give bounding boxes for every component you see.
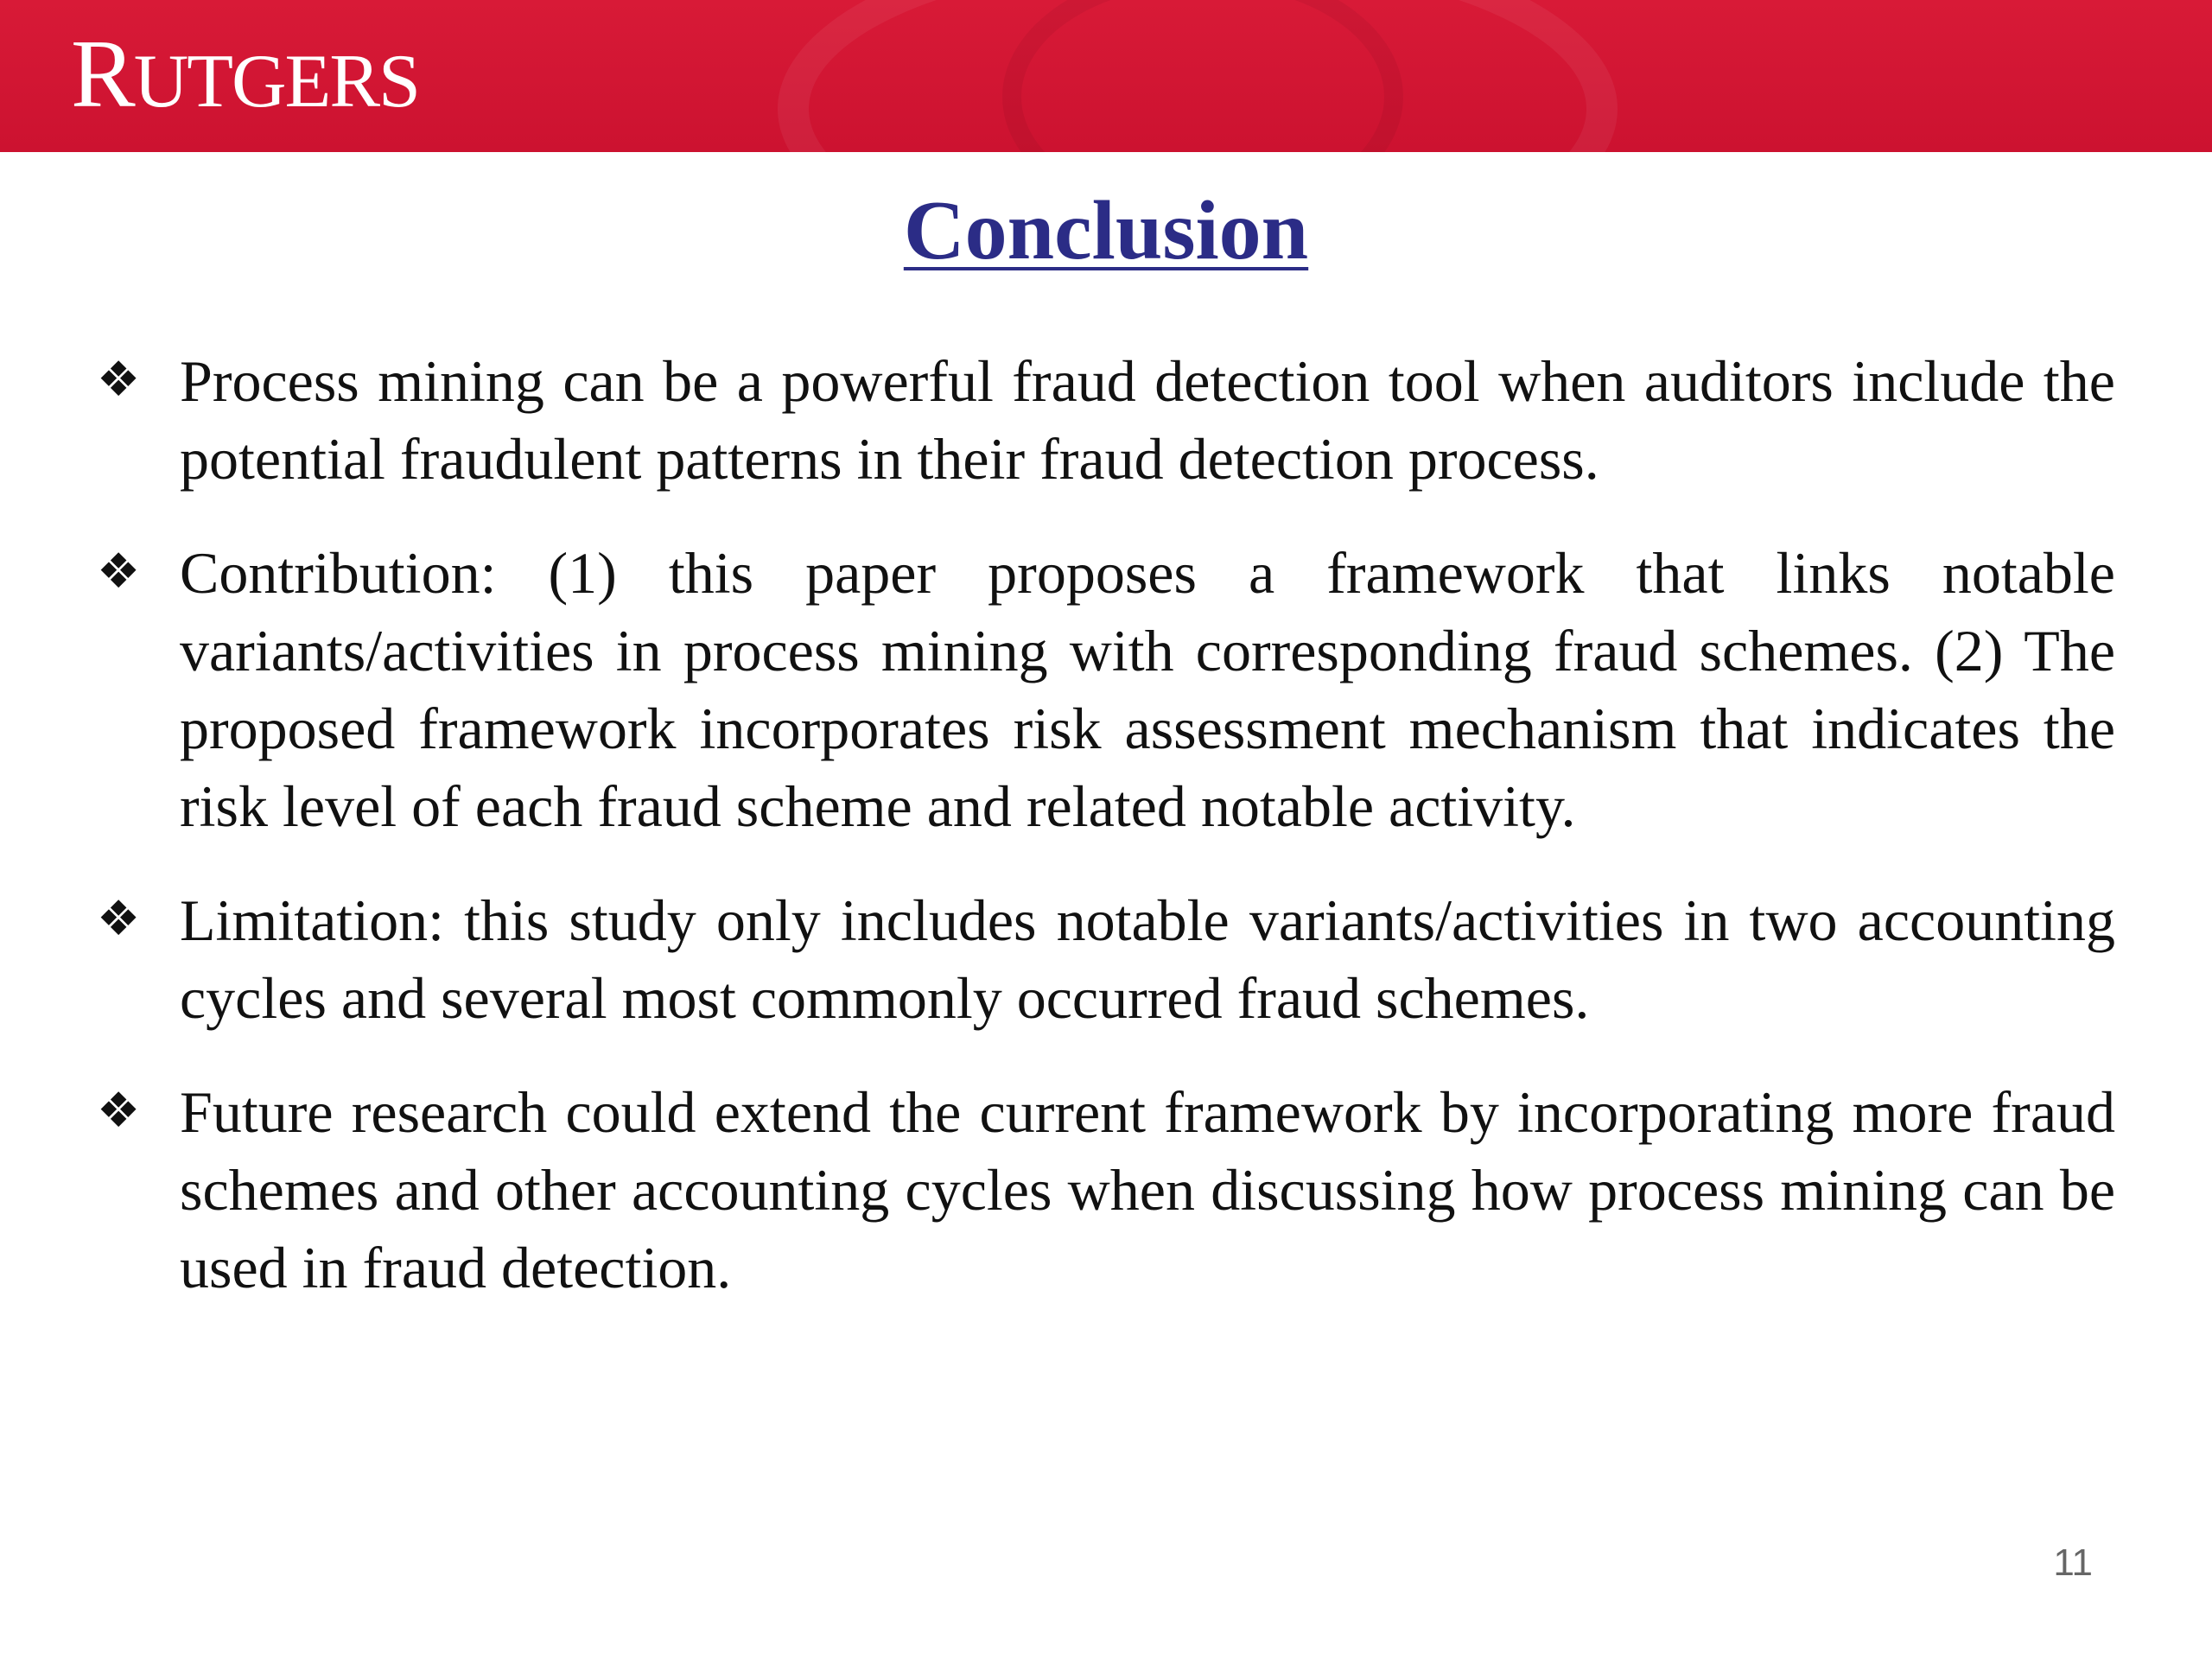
four-diamond-bullet-icon: ❖ bbox=[97, 891, 141, 947]
bullet-list bbox=[97, 342, 2115, 1343]
header-bar bbox=[0, 0, 2212, 152]
bullet-item bbox=[97, 1073, 2115, 1306]
rutgers-logo: RUTGERS bbox=[71, 21, 419, 128]
bullet-text: Limitation: this study only includes notable variants/activities in two accounting cycles and several most commonly occurred fraud schemes. bbox=[180, 887, 2115, 1031]
bullet-text: Future research could extend the current framework by incorporating more fraud schemes and other accounting cycles when discussing how process mining can be used in fraud detection. bbox=[180, 1079, 2115, 1300]
bullet-text: Process mining can be a powerful fraud detection tool when auditors include the potential fraudulent patterns in their fraud detection process. bbox=[180, 348, 2115, 492]
four-diamond-bullet-icon: ❖ bbox=[97, 543, 141, 600]
bullet-text: Contribution: (1) this paper proposes a framework that links notable variants/activities in process mining with corresponding fraud schemes. (2) The proposed framework incorporates risk assessment mechanism that indicates the risk level of each fraud scheme and related notable activity. bbox=[180, 540, 2115, 839]
bullet-item bbox=[97, 342, 2115, 498]
bullet-item bbox=[97, 534, 2115, 845]
bullet-item bbox=[97, 881, 2115, 1037]
four-diamond-bullet-icon: ❖ bbox=[97, 1083, 141, 1139]
slide-title: Conclusion bbox=[903, 184, 1309, 277]
page-number: 11 bbox=[2053, 1541, 2093, 1584]
header-decoration-inner bbox=[1002, 0, 1403, 152]
four-diamond-bullet-icon: ❖ bbox=[97, 352, 141, 408]
